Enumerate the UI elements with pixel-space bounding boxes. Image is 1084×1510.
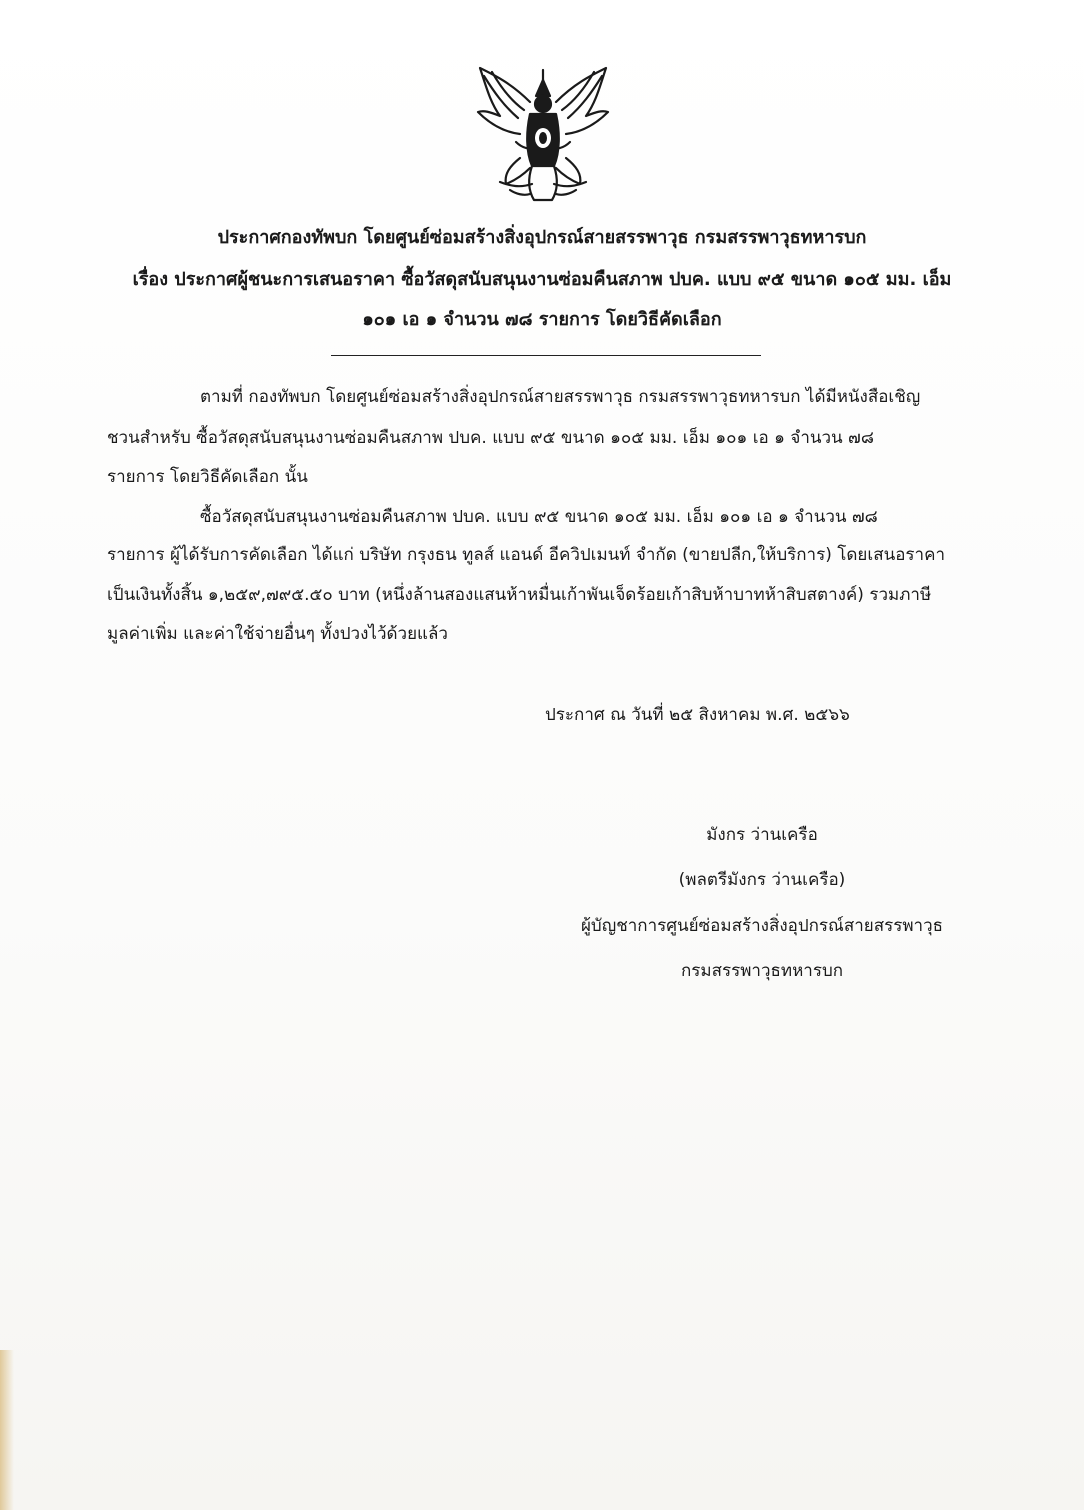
signatory-position: ผู้บัญชาการศูนย์ซ่อมสร้างสิ่งอุปกรณ์สายสรรพาวุธ — [580, 916, 944, 936]
announcement-date: ประกาศ ณ วันที่ ๒๕ สิงหาคม พ.ศ. ๒๕๖๖ — [545, 705, 850, 725]
paragraph-1-line-3: รายการ โดยวิธีคัดเลือก นั้น — [107, 467, 308, 487]
signatory-department: กรมสรรพาวุธทหารบก — [680, 961, 844, 981]
paragraph-2-line-2: รายการ ผู้ได้รับการคัดเลือก ได้แก่ บริษัท กรุงธน ทูลส์ แอนด์ อีควิปเมนท์ จำกัด (ขายปลีก,ให้บริการ) โดยเสนอราคา — [107, 545, 945, 565]
subject-line-continued: ๑๐๑ เอ ๑ จำนวน ๗๘ รายการ โดยวิธีคัดเลือก — [362, 309, 722, 330]
paragraph-1-line-2: ชวนสำหรับ ซื้อวัสดุสนับสนุนงานซ่อมคืนสภาพ ปบค. แบบ ๙๕ ขนาด ๑๐๕ มม. เอ็ม ๑๐๑ เอ ๑ จำนวน ๗๘ — [107, 428, 874, 448]
signatory-full-name: (พลตรีมังกร ว่านเครือ) — [678, 870, 846, 890]
signature: มังกร ว่านเครือ — [706, 825, 818, 845]
paragraph-2-line-1: ซื้อวัสดุสนับสนุนงานซ่อมคืนสภาพ ปบค. แบบ ๙๕ ขนาด ๑๐๕ มม. เอ็ม ๑๐๑ เอ ๑ จำนวน ๗๘ — [200, 507, 878, 527]
paragraph-2-line-3: เป็นเงินทั้งสิ้น ๑,๒๕๙,๗๙๕.๕๐ บาท (หนึ่งล้านสองแสนห้าหมื่นเก้าพันเจ็ดร้อยเก้าสิบห้าบาทห้าสิบสตางค์) รวมภาษี — [107, 585, 932, 605]
subject-line: เรื่อง ประกาศผู้ชนะการเสนอราคา ซื้อวัสดุสนับสนุนงานซ่อมคืนสภาพ ปบค. แบบ ๙๕ ขนาด ๑๐๕ มม. เอ็ม — [132, 269, 952, 290]
page-edge-shadow — [0, 1350, 14, 1510]
paragraph-2-line-4: มูลค่าเพิ่ม และค่าใช้จ่ายอื่นๆ ทั้งปวงไว้ด้วยแล้ว — [107, 624, 448, 644]
paragraph-1-line-1: ตามที่ กองทัพบก โดยศูนย์ซ่อมสร้างสิ่งอุปกรณ์สายสรรพาวุธ กรมสรรพาวุธทหารบก ได้มีหนังสือเชิญ — [200, 387, 921, 407]
garuda-emblem-icon — [470, 62, 616, 207]
announcement-title: ประกาศกองทัพบก โดยศูนย์ซ่อมสร้างสิ่งอุปกรณ์สายสรรพาวุธ กรมสรรพาวุธทหารบก — [217, 227, 867, 248]
divider-rule — [331, 355, 761, 356]
